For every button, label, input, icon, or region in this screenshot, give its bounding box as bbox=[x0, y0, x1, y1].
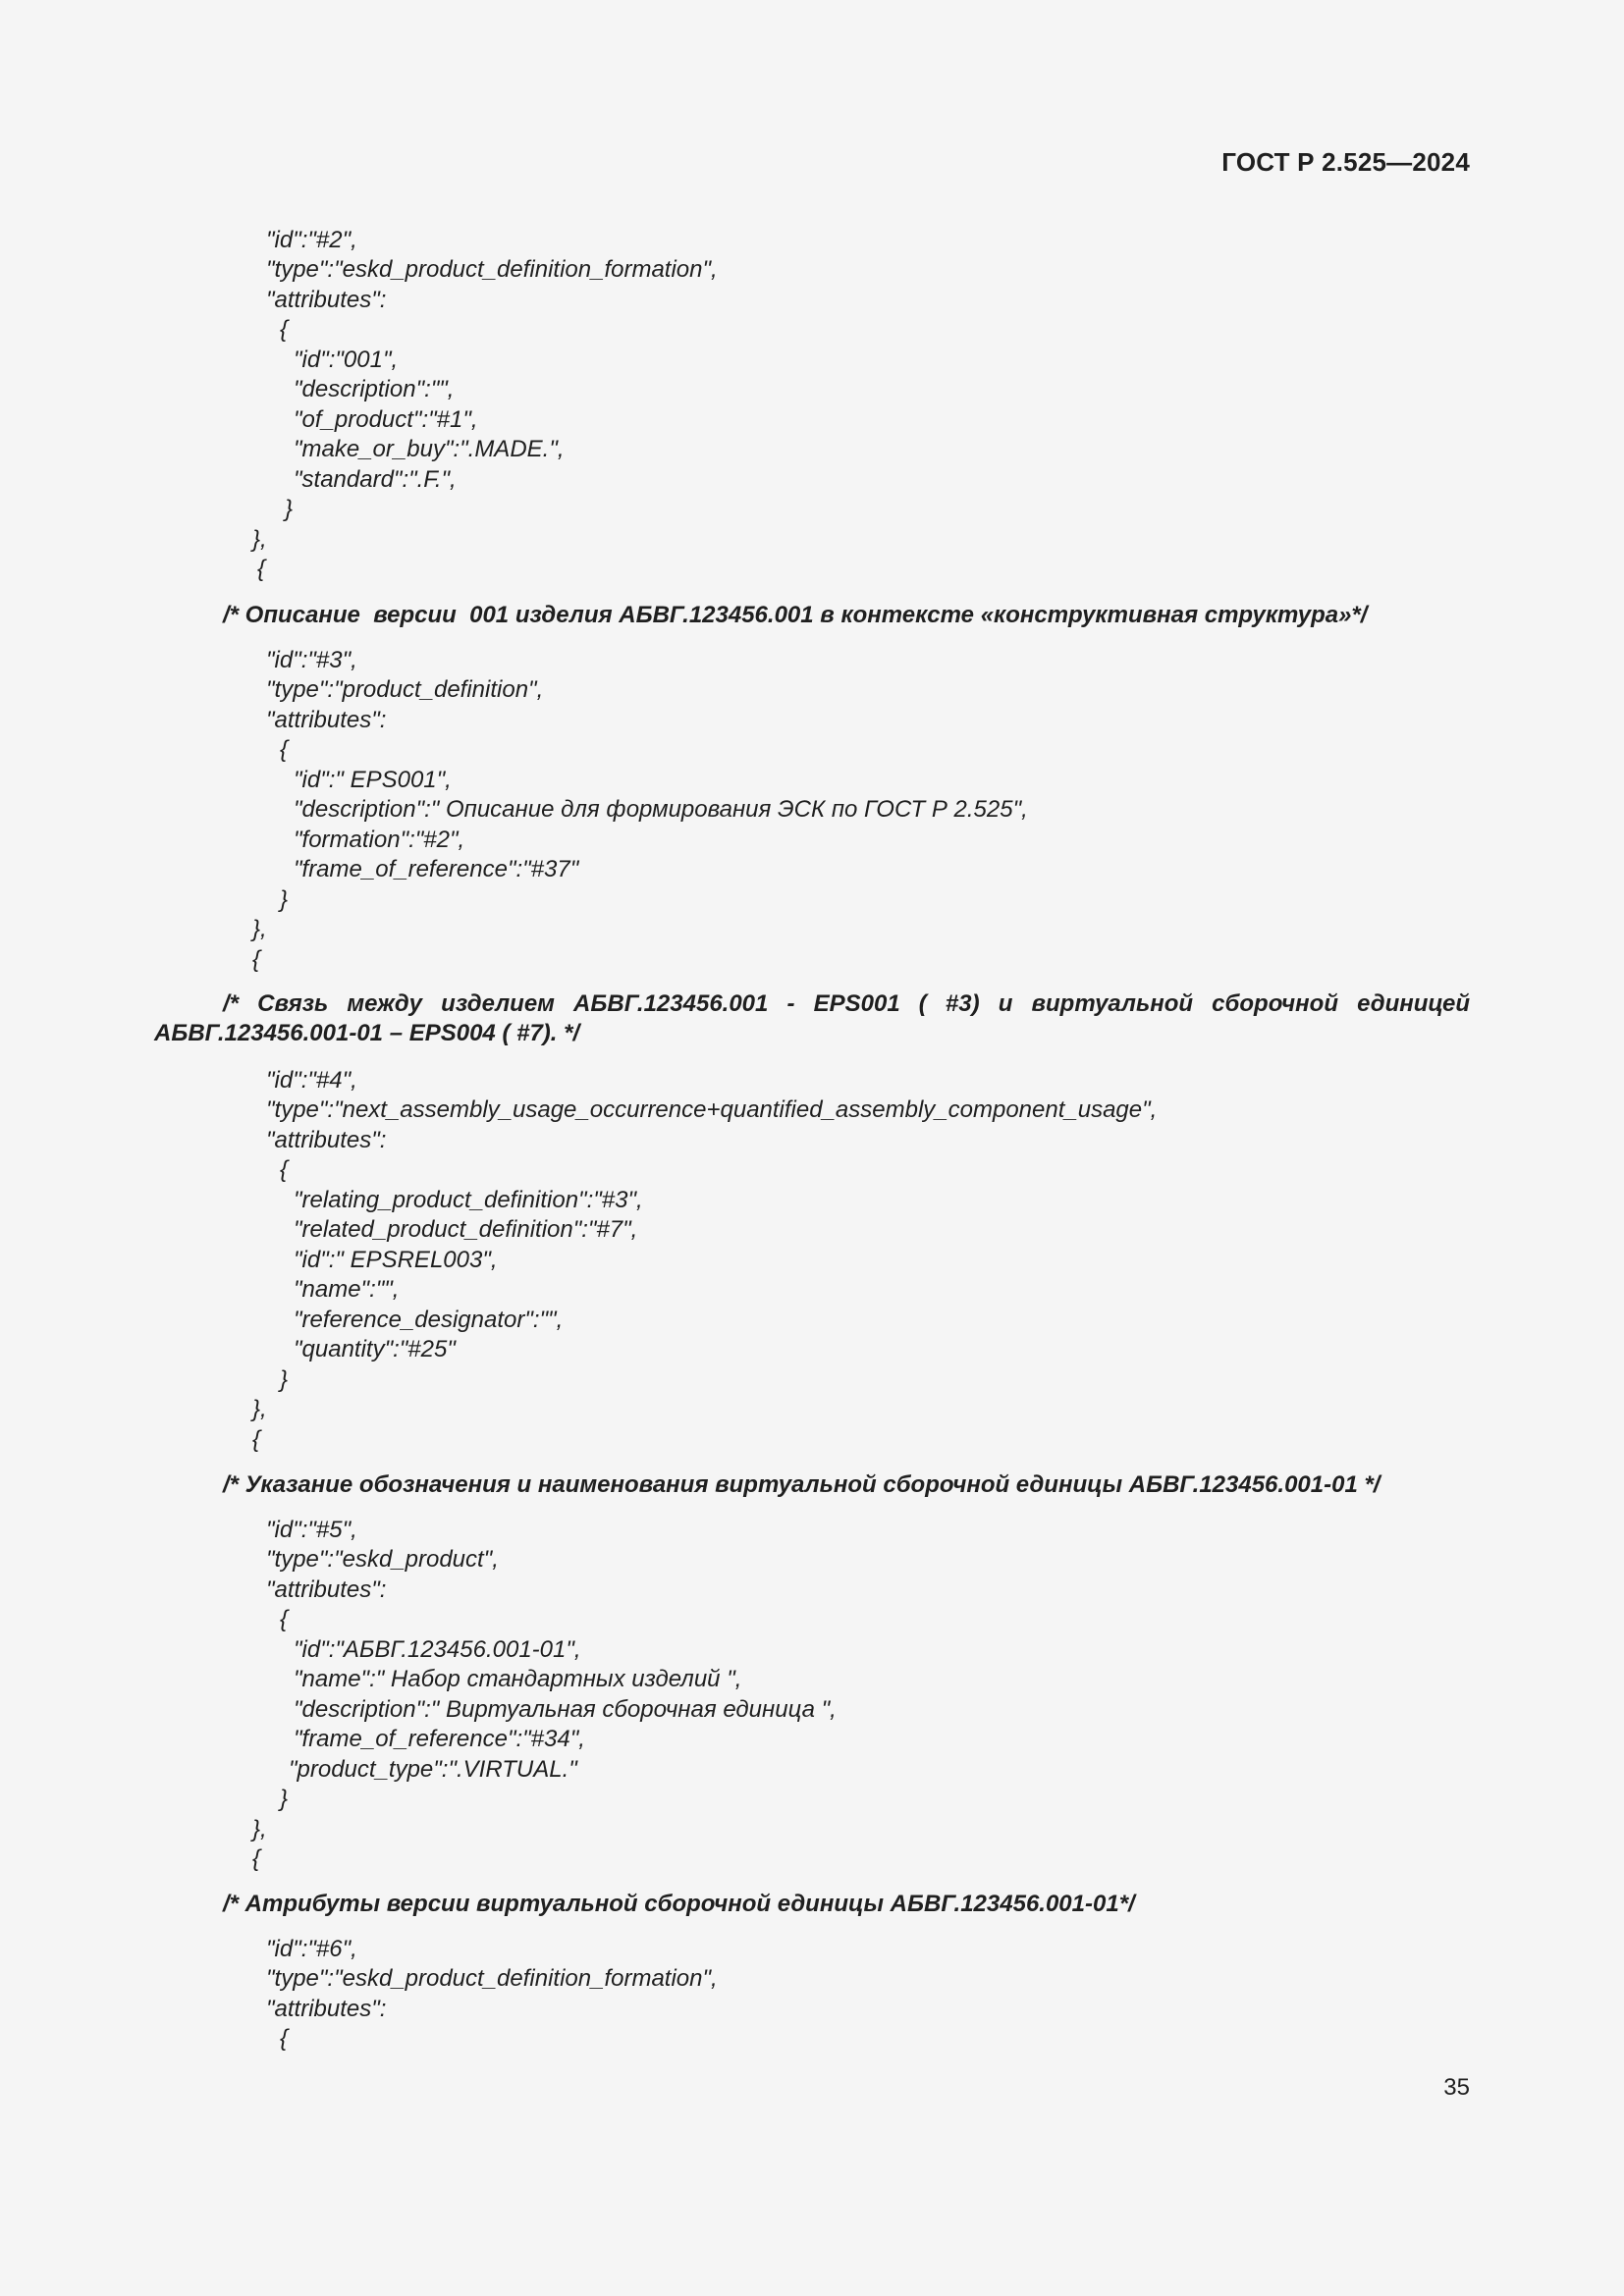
code-comment: /* Атрибуты версии виртуальной сборочной единицы АБВГ.123456.001-01*/ bbox=[223, 1891, 1135, 1917]
code-brace: } bbox=[280, 1786, 289, 1812]
code-line: "type":"product_definition", bbox=[266, 676, 544, 703]
code-line: "of_product":"#1", bbox=[294, 406, 478, 433]
code-brace: { bbox=[280, 1606, 289, 1632]
code-brace: } bbox=[285, 496, 294, 522]
code-line: "quantity":"#25" bbox=[294, 1336, 456, 1362]
code-brace: { bbox=[252, 1426, 261, 1453]
code-line: "attributes": bbox=[266, 1576, 387, 1603]
code-brace: }, bbox=[252, 1816, 267, 1842]
code-line: "id":"АБВГ.123456.001-01", bbox=[294, 1636, 581, 1663]
code-brace: } bbox=[280, 1366, 289, 1393]
code-brace: }, bbox=[252, 916, 267, 942]
code-brace: { bbox=[280, 736, 289, 763]
code-line: "make_or_buy":".MADE.", bbox=[294, 436, 565, 462]
code-brace: }, bbox=[252, 1396, 267, 1422]
comment-line-2: АБВГ.123456.001-01 – EPS004 ( #7). */ bbox=[154, 1020, 580, 1046]
code-brace: { bbox=[280, 316, 289, 343]
code-line: "attributes": bbox=[266, 1996, 387, 2022]
code-line: "formation":"#2", bbox=[294, 827, 465, 853]
code-comment: /* Описание версии 001 изделия АБВГ.123456.001 в контексте «конструктивная структура»*/ bbox=[223, 602, 1368, 628]
code-line: "id":"#4", bbox=[266, 1067, 357, 1094]
code-line: "description":"", bbox=[294, 376, 455, 402]
code-brace: { bbox=[257, 556, 266, 582]
code-line: "name":"", bbox=[294, 1276, 400, 1303]
code-line: "related_product_definition":"#7", bbox=[294, 1216, 638, 1243]
code-brace: { bbox=[280, 1156, 289, 1183]
code-line: "relating_product_definition":"#3", bbox=[294, 1187, 643, 1213]
code-line: "id":"#5", bbox=[266, 1517, 357, 1543]
code-brace: { bbox=[252, 946, 261, 973]
code-line: "standard":".F.", bbox=[294, 466, 457, 493]
code-brace: } bbox=[280, 886, 289, 913]
code-line: "id":"001", bbox=[294, 347, 399, 373]
code-line: "product_type":".VIRTUAL." bbox=[289, 1756, 577, 1783]
code-brace: { bbox=[252, 1845, 261, 1872]
code-line: "attributes": bbox=[266, 1127, 387, 1153]
code-line: "frame_of_reference":"#37" bbox=[294, 856, 579, 882]
code-line: "id":"#6", bbox=[266, 1936, 357, 1962]
code-line: "frame_of_reference":"#34", bbox=[294, 1726, 585, 1752]
code-line: "type":"eskd_product", bbox=[266, 1546, 499, 1573]
code-brace: }, bbox=[252, 526, 267, 553]
code-line: "name":" Набор стандартных изделий ", bbox=[294, 1666, 742, 1692]
code-line: "id":" EPS001", bbox=[294, 767, 452, 793]
document-code-header: ГОСТ Р 2.525—2024 bbox=[1221, 147, 1470, 177]
code-line: "attributes": bbox=[266, 287, 387, 313]
code-line: "description":" Описание для формирования ЭСК по ГОСТ Р 2.525", bbox=[294, 796, 1028, 823]
page-number: 35 bbox=[1443, 2074, 1470, 2101]
code-line: "type":"eskd_product_definition_formation", bbox=[266, 256, 718, 283]
code-brace: { bbox=[280, 2025, 289, 2052]
code-line: "id":"#3", bbox=[266, 647, 357, 673]
comment-line-1: /* Связь между изделием АБВГ.123456.001 - EPS001 ( #3) и виртуальной сборочной единицей bbox=[223, 990, 1470, 1017]
code-line: "description":" Виртуальная сборочная единица ", bbox=[294, 1696, 837, 1723]
code-line: "reference_designator":"", bbox=[294, 1307, 564, 1333]
code-line: "type":"eskd_product_definition_formation", bbox=[266, 1965, 718, 1992]
code-line: "type":"next_assembly_usage_occurrence+quantified_assembly_component_usage", bbox=[266, 1096, 1158, 1123]
code-line: "id":" EPSREL003", bbox=[294, 1247, 498, 1273]
code-comment: /* Указание обозначения и наименования виртуальной сборочной единицы АБВГ.123456.001-01 */ bbox=[223, 1471, 1380, 1498]
code-line: "attributes": bbox=[266, 707, 387, 733]
code-line: "id":"#2", bbox=[266, 227, 357, 253]
code-comment-multiline bbox=[154, 989, 1470, 1048]
